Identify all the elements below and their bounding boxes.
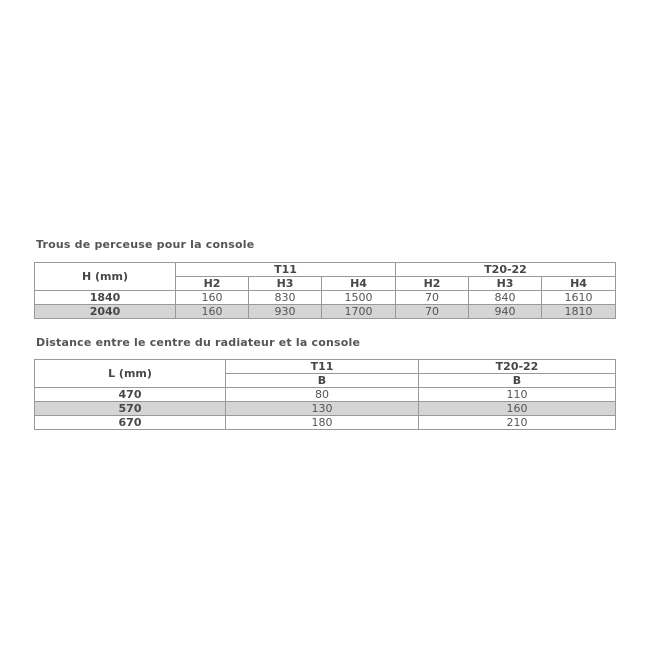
value-cell: 160 — [419, 402, 616, 416]
row-label-cell: 1840 — [35, 291, 176, 305]
table-row — [35, 305, 616, 319]
value-cell: 830 — [249, 291, 322, 305]
spec-tables-section — [34, 238, 615, 430]
header-cell-sub: B — [226, 374, 419, 388]
value-cell: 210 — [419, 416, 616, 430]
value-cell: 1610 — [542, 291, 616, 305]
value-cell: 1810 — [542, 305, 616, 319]
header-cell-corner: L (mm) — [35, 360, 226, 388]
header-row-groups — [35, 360, 616, 374]
header-cell-group-t20-22: T20-22 — [396, 263, 616, 277]
header-cell-sub: B — [419, 374, 616, 388]
drill-holes-title: Trous de perceuse pour la console — [36, 238, 255, 251]
value-cell: 930 — [249, 305, 322, 319]
table-row — [35, 388, 616, 402]
value-cell: 840 — [469, 291, 542, 305]
distance-table — [34, 359, 616, 430]
value-cell: 940 — [469, 305, 542, 319]
value-cell: 1700 — [322, 305, 396, 319]
value-cell: 70 — [396, 305, 469, 319]
header-row-groups — [35, 263, 616, 277]
value-cell: 80 — [226, 388, 419, 402]
header-cell-sub: H4 — [542, 277, 616, 291]
value-cell: 130 — [226, 402, 419, 416]
value-cell: 160 — [176, 305, 249, 319]
header-cell-sub: H2 — [176, 277, 249, 291]
value-cell: 70 — [396, 291, 469, 305]
row-label-cell: 2040 — [35, 305, 176, 319]
drill-holes-table — [34, 262, 616, 319]
header-cell-group-t20-22: T20-22 — [419, 360, 616, 374]
value-cell: 110 — [419, 388, 616, 402]
header-cell-sub: H3 — [249, 277, 322, 291]
header-cell-group-t11: T11 — [226, 360, 419, 374]
value-cell: 1500 — [322, 291, 396, 305]
row-label-cell: 470 — [35, 388, 226, 402]
header-cell-corner: H (mm) — [35, 263, 176, 291]
header-cell-sub: H3 — [469, 277, 542, 291]
distance-title: Distance entre le centre du radiateur et la console — [36, 336, 361, 349]
header-cell-sub: H2 — [396, 277, 469, 291]
value-cell: 160 — [176, 291, 249, 305]
table-row — [35, 402, 616, 416]
row-label-cell: 670 — [35, 416, 226, 430]
header-cell-sub: H4 — [322, 277, 396, 291]
value-cell: 180 — [226, 416, 419, 430]
header-cell-group-t11: T11 — [176, 263, 396, 277]
table-row — [35, 416, 616, 430]
row-label-cell: 570 — [35, 402, 226, 416]
table-row — [35, 291, 616, 305]
